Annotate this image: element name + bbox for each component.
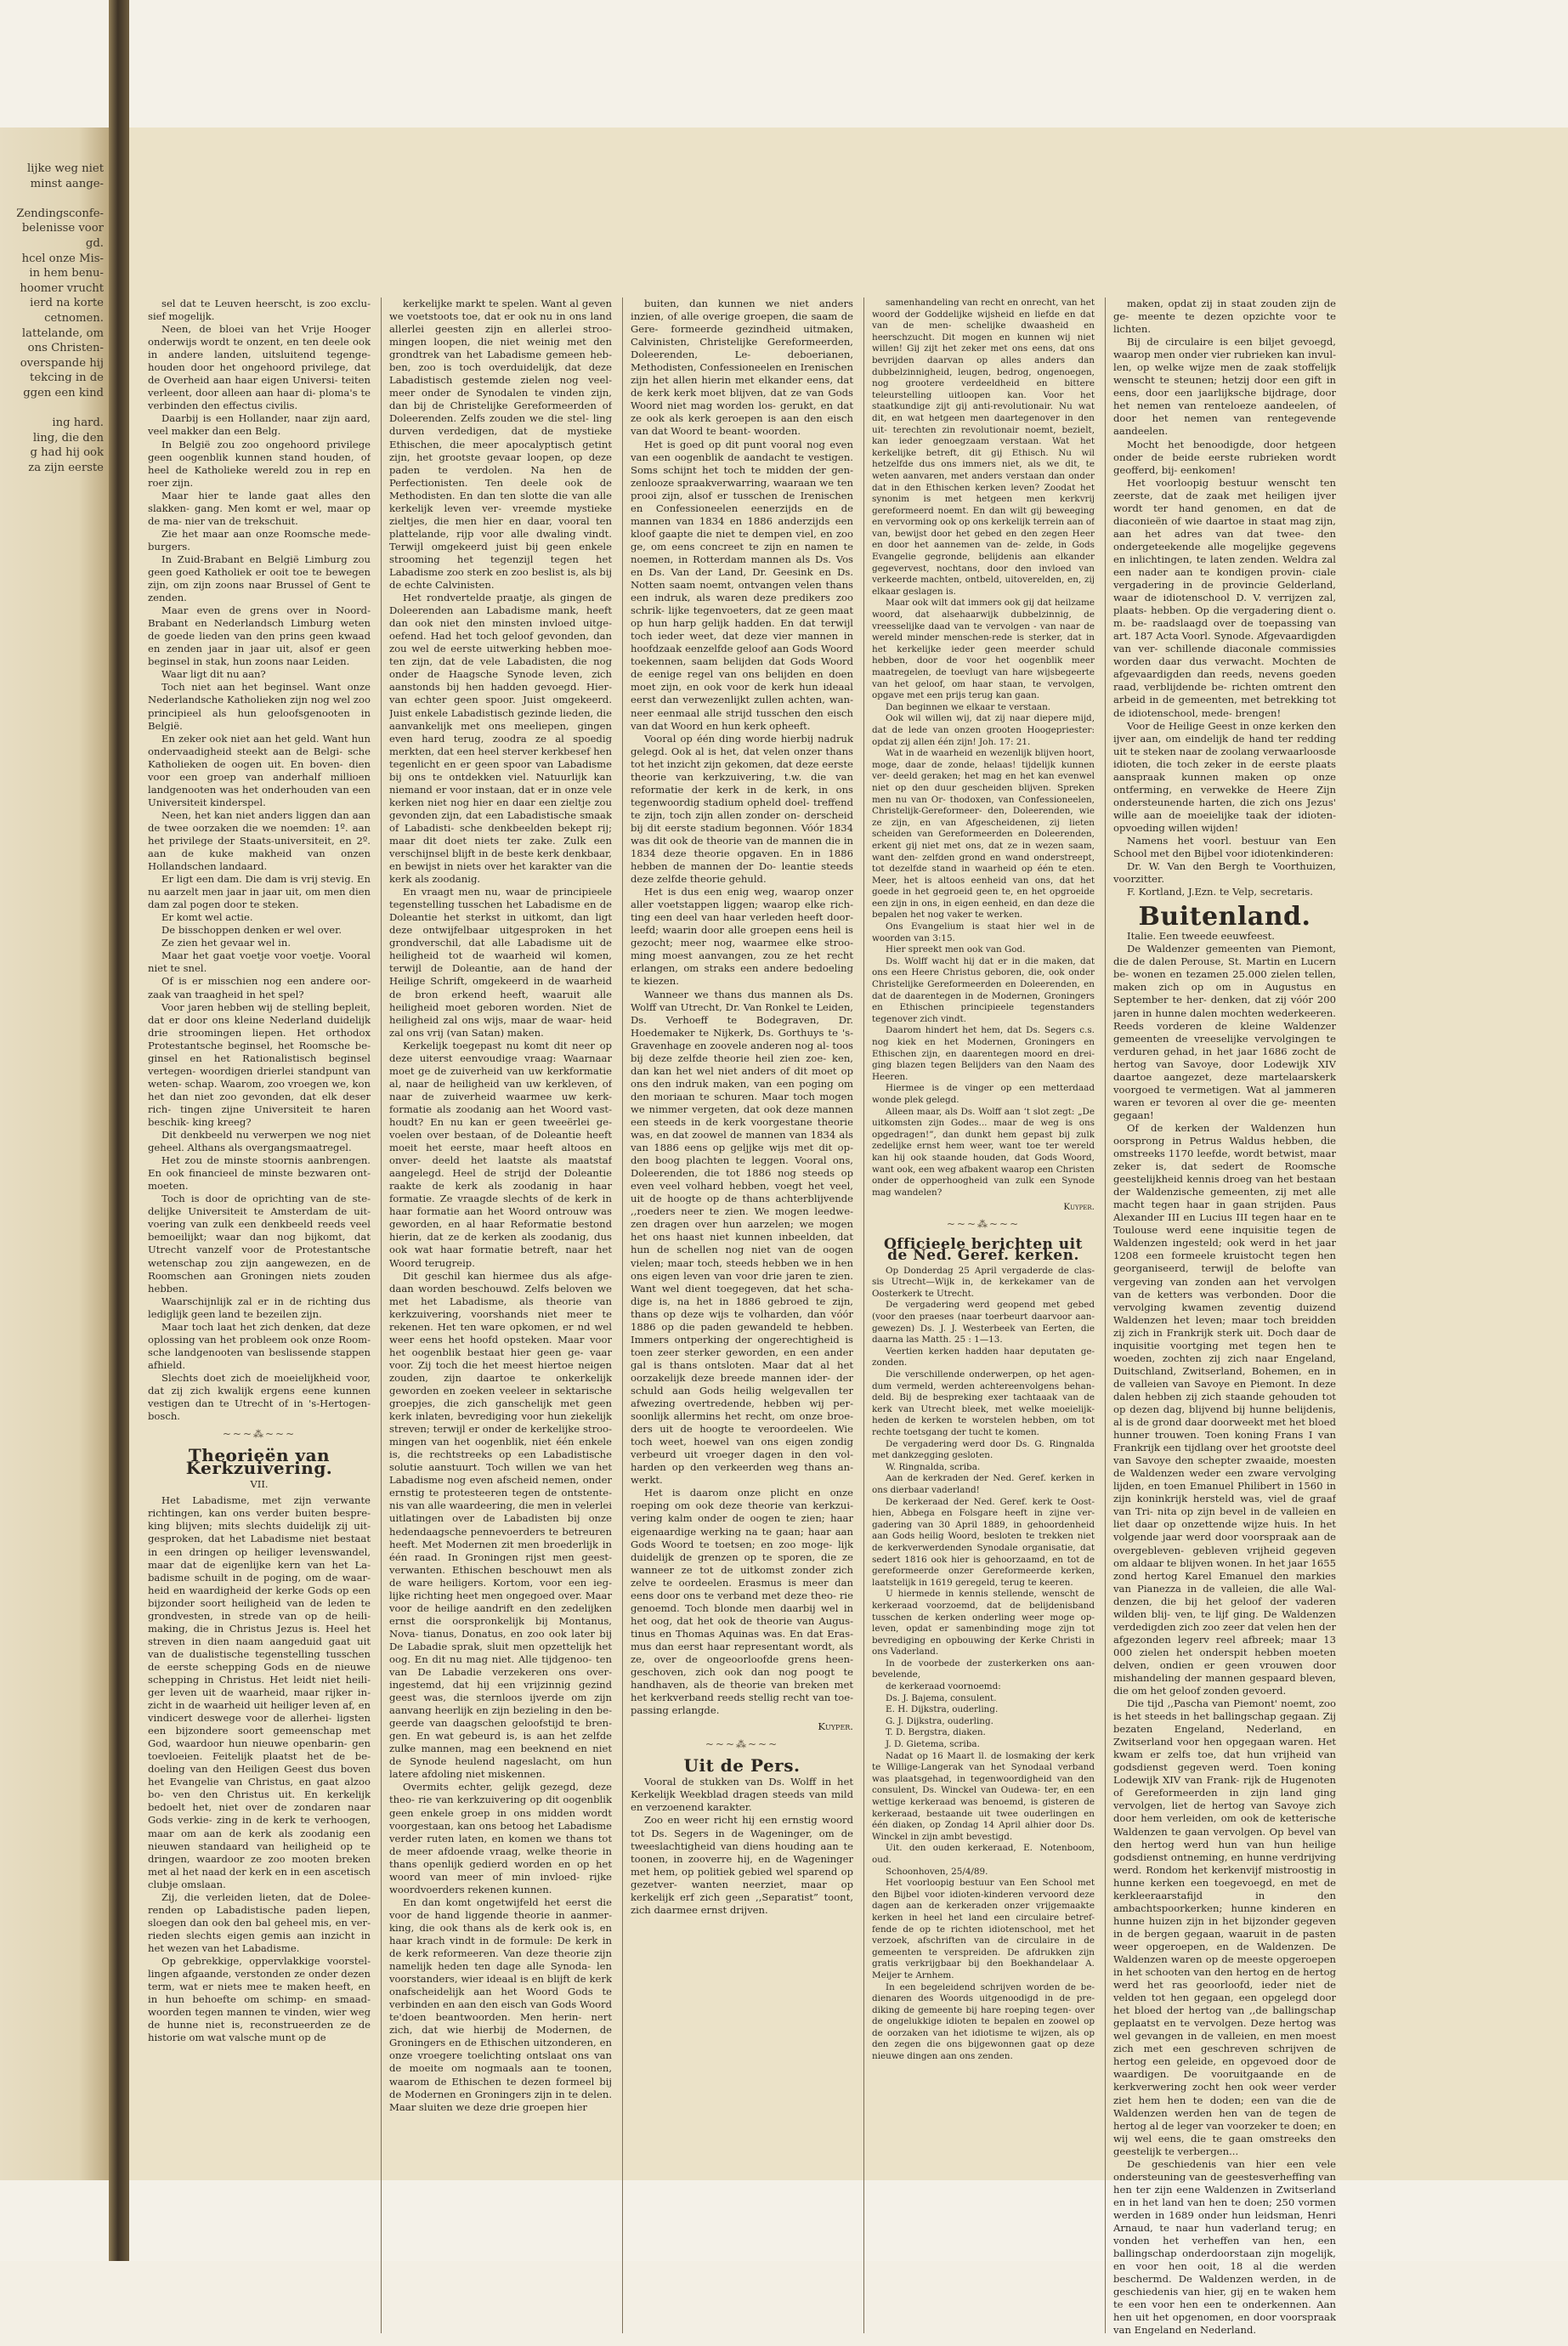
section-title: Buitenland. <box>1138 902 1311 932</box>
paragraph: Die tijd ,,Pascha van Piemont' noemt, zoo is het steeds in het ballingschap gegaan. Zij bezaten Engeland, Nederland, en Zwitserland voor hen opgegaan waren. Het kwam er zelfs toe, dat hun vrijheid van godsdienst gegeven werd. Toen koning Lodewijk XIV van Frank- rijk de Hugenoten of Gereformeerden in zijn land ging vervolgen, liet de hertog van Savoye zich door hem verleiden, om ook de ketterische Waldenzen te gaan vervolgen. Op bevel van den hertog werd hun van hun heilige godsdienst ontneming, en hunne verdrijving werd. Rondom het kerkenvijf mistroostig in hunne kerken een toegevoegd, en met de kerkleeraarstafijd in den ambachtspoorkerken; hunne kinderen en hunne huizen zijn in het bijzonder gegeven in de bergen gegaan, waaruit in de pasten weer opgeroepen, en de Waldenzen. De Waldenzen waren op de meeste opgeroepen in het schooten van den hertog en de hertog werd het ras geoorloofd, ieder niet de velden tot hen gegaan, een opgelegd door het bloed der hertog van ,,de ballingschap geplaatst en te vervolgen. Deze hertog was wel gevangen in de valleien, en men moest zich met een geschreven schrijven de hertog een geleide, en opgevoed door de waardigen. De vooruitgaande en de kerkverwering zocht hen ook weer verder ziet hem hen te doden; een van die de Waldenzen werden hen van de tegen de hertog al de leger van voorzeker te doen; en wij wel eens, die te gaan omstreeks den geestelijk te verbergen... <box>1113 1697 1336 2157</box>
column-1 <box>148 298 371 2346</box>
section-ornament: ~~~⁂~~~ <box>946 1217 1021 1230</box>
paragraph: Namens het voorl. bestuur van Een School met den Bijbel voor idiotenkinderen: <box>1113 834 1336 860</box>
article-signature: Kuyper. <box>818 1720 853 1733</box>
paragraph: Alleen maar, als Ds. Wolff aan ‘t slot zegt: „De uitkomsten zijn Godes... maar de weg is ons opgedragen!”, dan dunkt hem gepast bij zulk zedelijke ernst hem weer, want toe ter wereld kan hij ook staande houden, dat Gods Woord, want ook, een weg afbakent waarop een Christen onder de opperhoogheid van zulk een Synode mag wandelen? <box>872 1106 1095 1198</box>
paragraph: Zie het maar aan onze Roomsche mede- burgers. <box>148 527 371 552</box>
paragraph: Het voorloopig bestuur van Een School met den Bijbel voor idioten-kinderen vervoord deze dagen aan de kerkeraden onzer vrijgemaakte kerken in heel het land een circulaire betref- fende de op te richten idiotenschool, met het verzoek, afschriften van de circulaire in de gemeenten te verspreiden. De afdrukken zijn gratis verkrijgbaar bij den Boekhandelaar A. Meijer te Arnhem. <box>872 1878 1095 1980</box>
paragraph: De vergadering werd door Ds. G. Ringnalda met dankzegging gesloten. <box>872 1438 1095 1461</box>
paragraph: Waar ligt dit nu aan? <box>161 668 266 681</box>
column-rule <box>622 298 623 2333</box>
paragraph: J. D. Gietema, scriba. <box>886 1739 980 1750</box>
section-number: VII. <box>250 1478 269 1491</box>
paragraph: E. H. Dijkstra, ouderling. <box>886 1704 999 1715</box>
column-5-text-2 <box>1113 930 1336 2337</box>
paragraph: Vooral de stukken van Ds. Wolff in het Kerkelijk Weekblad dragen steeds van mild en verzoenend karakter. <box>631 1776 853 1814</box>
paragraph: De bisschoppen denken er wel over. <box>161 924 342 937</box>
paragraph: Ze zien het gevaar wel in. <box>161 937 292 949</box>
paragraph: Veertien kerken hadden haar deputaten ge- zonden. <box>872 1346 1095 1368</box>
paragraph: Toch niet aan het beginsel. Want onze Nederlandsche Katholieken zijn nog wel zoo principieel als hun geloofsgenooten in België. <box>148 681 371 732</box>
left-page-fragment: gd. <box>85 237 104 250</box>
paragraph: Maar toch laat het zich denken, dat deze oplossing van het probleem ook onze Room- sche landgenooten van beslissende stappen afhield. <box>148 1320 371 1371</box>
section-ornament: ~~~⁂~~~ <box>705 1738 779 1751</box>
column-rule <box>381 298 382 2333</box>
column-5-text <box>1113 298 1336 898</box>
column-3 <box>631 298 853 2346</box>
paragraph: Ds. Wolff wacht hij dat er in die maken, dat ons een Heere Christus geboren, die, ook onder Christelijke Gereformeerden en Doleerenden, en dat de daarentegen in de Modernen, Groningers en Ethischen principieele tegenstanders tegenover zich vindt. <box>872 955 1095 1024</box>
paragraph: Maar even de grens over in Noord- Brabant en Nederlandsch Limburg weten de goede lieden van den prins geen kwaad en zenden jaar in jaar uit, alsof er geen beginsel in stak, hun zoons naar Leiden. <box>148 604 371 668</box>
paragraph: In een begeleidend schrijven worden de be- dienaren des Woords uitgenoodigd in de pre- diking de gemeente bij hare roeping tegen- over de ongelukkige idioten te bepalen en zoowel op de oorzaken van het idiotisme te wijzen, als op den zegen die ons bijgewonnen gaat op deze nieuwe dingen aan ons zenden. <box>872 1981 1095 2062</box>
paragraph: Italie. Een tweede eeuwfeest. <box>1127 930 1275 943</box>
paragraph: Dr. W. Van den Bergh te Voorthuizen, voorzitter. <box>1113 860 1336 886</box>
paragraph: Het rondvertelde praatje, als gingen de Doleerenden aan Labadisme mank, heeft dan ook niet den minsten invloed uitge- oefend. Had het toch geloof gevonden, dan zou wel de eerste uitwerking hebben moe- ten zijn, dat de vele Labadisten, die nog onder de Haagsche Synode leven, zich aanstonds bij hen hadden gevoegd. Hier- van echter geen spoor. Juist omgekeerd. Juist enkele Labadistisch gezinde lieden, die aanvankelijk met ons meeliepen, gingen even hard terug, zoodra ze al spoedig merkten, dat een heel sterver kerkbesef hen tegenlicht en er geen spoor van Labadisme bij ons te ontdekken viel. Natuurlijk kan niemand er voor instaan, dat er in onze vele kerken niet nog hier en daar een zieltje zou gevonden zijn, dat een Labadistische smaak of Labadisti- sche denkbeelden bekept rij; maar dit doet niets ter zake. Zulk een verschijnsel blijft in de beste kerk denkbaar, en bewijst in niets over het karakter van die kerk als zoodanig. <box>389 592 612 886</box>
column-3-text <box>631 298 853 1717</box>
paragraph: Daarbij is een Hollander, naar zijn aard, veel makker dan een Belg. <box>148 412 371 438</box>
paragraph: T. D. Bergstra, diaken. <box>886 1727 986 1738</box>
paragraph: Ons Evangelium is staat hier wel in de woorden van 3:15. <box>872 921 1095 944</box>
paragraph: De Waldenzer gemeenten van Piemont, die de dalen Perouse, St. Martin en Lucern be- wonen en tezamen 25.000 zielen tellen, maken zich op om in Augustus en September te her- denken, dat zij vóór 200 jaren in hunne dalen mochten wederkeeren. Reeds vorderen de kleine Waldenzer gemeenten de vreeselijke vervolgingen te verduren gehad, in het jaar 1686 zocht de hertog van Savoye, door Lodewijk XIV daartoe aangezet, deze martelaarskerk voorgoed te vermetigen. Wat al jammeren waren er tevoren al over die ge- meenten gegaan! <box>1113 943 1336 1121</box>
paragraph: Nadat op 16 Maart ll. de losmaking der kerk te Willige-Langerak van het Synodaal verband was plaatsgehad, in tegenwoordigheid van den consulent, Ds. Winckel van Oudewa- ter, en een wettige kerkeraad was benoemd, is gisteren de kerkeraad, bestaande uit twee ouderlingen en één diaken, op Zondag 14 April alhier door Ds. Winckel in zijn ambt bevestigd. <box>872 1750 1095 1842</box>
left-page-fragment: hoomer vrucht <box>20 281 104 295</box>
left-page-fragment: lijke weg niet <box>26 162 104 175</box>
paragraph: G. J. Dijkstra, ouderling. <box>886 1715 993 1726</box>
paragraph: Slechts doet zich de moeielijkheid voor, dat zij zich kwalijk ergens eene kunnen vestigen dan te Utrecht of in 's-Hertogen- bosch. <box>148 1371 371 1423</box>
paragraph: Daarom hindert het hem, dat Ds. Segers c.s. nog kiek en het Modernen, Groningers en Ethischen zijn, en daarentegen moord en drei- ging blazen tegen Belijders van den Naam des Heeren. <box>872 1025 1095 1082</box>
left-page-fragment: g had hij ook <box>30 446 104 460</box>
column-4 <box>872 298 1095 2346</box>
paragraph: Dit denkbeeld nu verwerpen we nog niet geheel. Althans als overgangsmaatregel. <box>148 1129 371 1154</box>
left-facing-page <box>0 128 112 2180</box>
column-2-text <box>389 298 612 2114</box>
paragraph: Maar hier te lande gaat alles den slakken- gang. Men komt er wel, maar op de ma- nier van de trekschuit. <box>148 489 371 527</box>
paragraph: Ook wil willen wij, dat zij naar diepere mijd, dat de lede van onzen grooten Hoogepriester: opdat zij allen één zijn! Joh. 17: 21. <box>872 713 1095 747</box>
article-signature: Kuyper. <box>1063 1202 1095 1213</box>
left-page-fragment: hcel onze Mis- <box>21 252 104 265</box>
paragraph: In België zou zoo ongehoord privilege geen oogenblik kunnen stand houden, of heel de Katholieke wereld zou in rep en roer zijn. <box>148 438 371 489</box>
paragraph: Wanneer we thans dus mannen als Ds. Wolff van Utrecht, Dr. Van Ronkel te Leiden, Ds. Verhoeff te Bodegraven, Dr. Hoedemaker te Nijkerk, Ds. Gorthuys te 's-Gravenhage en zoovele anderen nog al- toos bij deze zelfde theorie heil zien zoe- ken, dan kan het wel niet anders of dit moet op ons den indruk maken, van een poging om den moriaan te schuren. Maar toch mogen we nimmer vergeten, dat ook deze mannen een steeds in de kerk voorgestane theorie was, en dat zoowel de mannen van 1834 als van 1886 eens op geljjke wijs met dit op- den boog plachten te leggen. Vooral ons, Doleerenden, die tot 1886 nog steeds op even veel volhard hebben, voegt het veel, uit de hoogte op de thans achterblijvende ,,roeders neer te zien. We mogen leedwe- zen dragen over hun aarzelen; we mogen het ons haast niet kunnen inbeelden, dat hun de schellen nog niet van de oogen vielen; maar toch, steeds hebben we in hen ons eigen leven van voor drie jaren te zien. Want wel dient toegegeven, dat het scha- dige is, na het in 1886 gebroed te zijn, thans op deze wijs te volharden, dan vóór 1886 op die paden gewandeld te hebben. Immers ontperking der ongerechtigheid is toen zeer sterker geworden, en een ander gal is thans ontsloten. Maar dat al het oorzakelijk deze breede mannen ider- der schuld aan Gods heilig welgevallen ter afwezing overtredende, hebben wij per- soonlijk allermins het recht, om onze broe- ders uit de hoogte te veroordeelen. Wie toch weet, hoewel van ons eigen zondig verbeurd uit vroeger dagen in den vol- harden op den verkeerden weg thans an- werkt. <box>631 988 853 1487</box>
paragraph: De vergadering werd geopend met gebed (voor den praeses (naar toerbeurt daarvoor aan- gewezen) Ds. J. J. Westerbeek van Eerten, die daarna las Matth. 25 : 1—13. <box>872 1300 1095 1346</box>
paragraph: Of de kerken der Waldenzen hun oorsprong in Petrus Waldus hebben, die omstreeks 1170 leefde, wordt betwist, maar zeker is, dat sedert de Roomsche geestelijkheid kennis droeg van het bestaan der Waldenzische gemeenten, zij met alle macht tegen haar in gaan strijden. Paus Alexander III en Lucius III tegen haar en te Toulouse werd eene inquisitie tegen de Waldenzen ingesteld; ook werd in het jaar 1208 een formeele kruistocht tegen hen georganiseerd, terwijl de belofte van vergeving van zonden aan het vervolgen van de ketters was verbonden. Door die vervolging kwamen zeventig duizend Waldenzen het leven; maar toch breidden zij zich in Frankrijk sterk uit. Doch daar de inquisitie voortging met tegen hen te woeden, zochten zij zich naar Engeland, Duitschland, Zwitserland, Bohemen, en in de valleien van Savoye en Piemont. In deze dalen hebben zij zich staande gehouden tot op dezen dag, blijvend bij hunne belijdenis, al is de grond daar doorweekt met het bloed hunner trouwen. Toen koning Frans I van Frankrijk een tijdlang over het grootste deel van Savoye den schepter zwaaide, moesten de Waldenzen weder een zware vervolging lijden, en toen Emanuel Philibert in 1560 in zijn koninkrijk hersteld was, viel de graaf van Tri- nita op zijn bevel in de valleien en liet daar op onzettende wijze huis. In het volgende jaar werd door voorspraak aan de overgebleven- gebleven vrijheid gegeven om aldaar te blijven wonen. In het jaar 1655 zond hertog Karel Emanuel den markies van Pianezza in de valleien, die alle Wal- denzen, die bij het geloof der vaderen wilden blij- ven, te lijf ging. De Waldenzen verdedigden zich zoo zeer dat velen hen der afgezonden legerv reel afbreek; maar 13 000 zielen het onderspit hebben moeten delven, ondien er geen vrouwen door mishandeling der mannen gespaard bleven, die om het geloof zonden gevoerd. <box>1113 1121 1336 1697</box>
paragraph: Hier spreekt men ook van God. <box>886 944 1026 955</box>
paragraph: Kerkelijk toegepast nu komt dit neer op deze uiterst eenvoudige vraag: Waarnaar moet ge de zuiverheid van uw kerkformatie al, naar de heiligheid van uw kerkleven, of naar de zuiverheid waarmee uw kerk- formatie als zoodanig aan het Woord vast- houdt? En nu kan er geen tweeërlei ge- voelen over bestaan, of de Doleantie heeft moeit het eerste, maar heeft altoos en onver- deeld het laatste als maatstaf aangelegd. Heel de strijd der Doleantie raakte de kerk als zoodanig in haar formatie. Ze vraagde slechts of de kerk in haar formatie aan het Woord ontrouw was geworden, en al haar Reformatie bestond hierin, dat ze de kerken als zoodanig, dus ook wat haar formatie betreft, naar het Woord terugreip. <box>389 1039 612 1269</box>
paragraph: Ds. J. Bajema, consulent. <box>886 1692 997 1703</box>
paragraph: maken, opdat zij in staat zouden zijn de ge- meente te dezen opzichte voor te lichten. <box>1113 298 1336 336</box>
paragraph: Het voorloopig bestuur wenscht ten zeerste, dat de zaak met heiligen ijver wordt ter hand genomen, en dat de diaconieën of wie daartoe in staat mag zijn, aan het adres van dat twee- den ondergeteekende alle mogelijke gegevens en inlichtingen, te laten zenden. Weldra zal een nader aan te kondigen provin- ciale vergadering in de provincie Gelderland, waar de idiotenschool D. V. verrijzen zal, plaats- hebben. Op die vergadering dient o. m. be- raadslaagd over de toepassing van art. 187 Acta Voorl. Synode. Afgevaardigden van ver- schillende diaconale commissies worden daar dus verwacht. Mochten de afgevaardigden dan reeds, nevens goeden raad, verblijdende be- richten omtrent den arbeid in de gemeenten, met betrekking tot de idiotenschool, mede- brengen! <box>1113 476 1336 719</box>
paragraph: Zoo en weer richt hij een ernstig woord tot Ds. Segers in de Wageninger, om de tweeslachtigheid van diens houding aan te toonen, in zooverre hij, en de Wageninger met hem, op politiek gebied wel sparend op gezetver- wanten neerziet, maar op kerkelijk erf zich geen ,,Separatist” toont, zich daarmee ernst drijven. <box>631 1814 853 1916</box>
paragraph: In de voorbede der zusterkerken ons aan- bevelende, <box>872 1658 1095 1680</box>
left-page-fragment: ons Christen- <box>27 342 104 355</box>
paragraph: Maar ook wilt dat immers ook gij dat heilzame woord, dat alsehaarwijk dubbelzinnig, de vreesselijke daad van te vervolgen - van naar de wereld minder menschen-rede is sterker, dat in het kerkelijke ieder geen meerder schuld hebben, door de voor het oogenblik meer maatregelen, de toevlugt van hare wijsbegeerte van het geloof, om haar staan, te vervolgen, opgave met een prijs terug kan gaan. <box>872 598 1095 701</box>
paragraph: Zij, die verleiden lieten, dat de Dolee- renden op Labadistische paden liepen, sloegen dan ook den bal geheel mis, en ver- rieden slechts eigen gemis aan inzicht in het wezen van het Labadisme. <box>148 1890 371 1954</box>
paragraph: buiten, dan kunnen we niet anders inzien, of alle overige groepen, die saam de Gere- formeerde gezindheid uitmaken, Calvinisten, Christelijke Gereformeerden, Doleerenden, Le- deboerianen, Methodisten, Confessioneelen en Irenischen zijn het allen hierin met elkander eens, dat de kerk kerk moet blijven, dat ze van Gods Woord niet mag worden los- gerukt, en dat ze ook als kerk geroepen is aan den eisch van dat Woord te beant- woorden. <box>631 298 853 438</box>
paragraph: Voor de Heilige Geest in onze kerken den ijver aan, om eindelijk de hand ter redding uit te steken naar de zoolang verwaarloosde idioten, die toch zeker in de eerste plaats aanspraak kunnen maken op onze ontferming, en verwekke de Heere Zijn ondersteunende harten, die zich ons Jezus' wille aan de moeielijke taak der idioten- opvoeding willen wijden! <box>1113 719 1336 834</box>
paragraph: Uit. den ouden kerkeraad, E. Notenboom, oud. <box>872 1843 1095 1865</box>
column-2 <box>389 298 612 2346</box>
left-page-fragment: Zendingsconfe- <box>16 207 104 220</box>
paragraph: sel dat te Leuven heerscht, is zoo exclu- sief mogelijk. <box>148 298 371 323</box>
paragraph: Voor jaren hebben wij de stelling bepleit, dat er door ons kleine Nederland duidelijk drie stroomingen liepen. Het orthodox Protestantsche beginsel, het Roomsche be- ginsel en het Rationalistisch beginsel vertegen- woordigen drierlei standpunt van weten- schap. Waarom, zoo vroegen we, kon het dan niet zoo gevonden, dat elk deser rich- tingen zijne Universiteit te haren beschik- king kreeg? <box>148 1000 371 1128</box>
paragraph: In Zuid-Brabant en België Limburg zou geen goed Katholiek er ooit toe te bewegen zijn, om zijn zoons naar Brussel of Gent te zenden. <box>148 552 371 604</box>
paragraph: Op Donderdag 25 April vergaderde de clas- sis Utrecht—Wijk in, de kerkekamer van de Oosterkerk te Utrecht. <box>872 1265 1095 1299</box>
paragraph: Toch is door de oprichting van de ste- delijke Universiteit te Amsterdam de uit- voering van zulk een denkbeeld reeds veel bemoeilijkt; waar dan nog bijkomt, dat Utrecht vanzelf voor de Protestantsche wetenschap zou zijn aangewezen, en de Roomschen aan Groningen niets zouden hebben. <box>148 1193 371 1295</box>
paragraph: De kerkeraad der Ned. Geref. kerk te Oost- hien, Abbega en Folsgare heeft in zijne ver- gadering van 30 April 1889, in gehoordenheid aan Gods heilig Woord, besloten te trekken niet de kerkverwerdenden Synodale organisatie, dat sedert 1816 ook hier is gehoorzaamd, en tot de gereformeerde onzer Gereformeerde kerken, laatstelijk in 1619 geregeld, terug te keeren. <box>872 1496 1095 1588</box>
paragraph: Het is daarom onze plicht en onze roeping om ook deze theorie van kerkzui- vering kalm onder de oogen te zien; haar eigenaardige werking na te gaan; haar aan Gods Woord te toetsen; en zoo moge- lijk duidelijk de grenzen op te sporen, die ze wanneer ze tot de uitkomst zonder zich zelve te oordeelen. Erasmus is meer dan eens door ons te verband met deze theo- rie genoemd. Toch blonde men daarbij wel in het oog, dat het ook de theorie van Augus- tinus en Thomas Aquinas was. En dat Eras- mus dan eerst haar representant wordt, als ze, over de ongeoorloofde grens heen- geschoven, zich ook dan nog poogt te handhaven, als de theorie van breken met het kerkverband reeds stellig recht van toe- passing erlangde. <box>631 1487 853 1717</box>
left-page-fragment: belenisse voor <box>21 222 104 235</box>
left-page-fragment: in hem benu- <box>29 267 104 280</box>
paragraph: Overmits echter, gelijk gezegd, deze theo- rie van kerkzuivering op dit oogenblik geen enkele groep in ons midden wordt voorgestaan, kan ons betoog het Labadisme verder ruten laten, en komen we thans tot de meer afdoende vraag, welke theorie in thans openlijk gedierd worden en op het woord van meer of min invloed- rijke woordvoerders rekenen kunnen. <box>389 1781 612 1896</box>
column-5 <box>1113 298 1336 2346</box>
left-page-fragment: lattelande, om <box>21 326 104 340</box>
left-page-fragment: tekcing in de <box>30 371 104 385</box>
paragraph: samenhandeling van recht en onrecht, van het woord der Goddelijke wijsheid en liefde en dat van de men- schelijke dwaasheid en heerschzucht. Dit mogen en kunnen wij niet willen! Gij zijt het zeker met ons eens, dat ons bevrijden daarvan op alles anders dan dubbelzinnigheid, leugen, bedrog, ongenoegen, nog grootere verdeeldheid en bittere teleurstelling uitloopen kan. Voor het staatkundige zijt gij anti-revolutionair. Nu wat dit, en wat hetgeen men daartegenover in den uit- terechten zin revolutionair noemt, bezielt, kan ieder genoegzaam verstaan. Wat het kerkelijke betreft, dit gij Ethisch. Nu wil hetzelfde dus ons immers niet, als we dit, te weten aanvaren, met anders verstaan dan onder dat in den Ethischen kerken leven? Zoodat het synonim is met hetgeen men kerkvrij gereformeerd noemt. En dan wilt gij beweeging en vervorming ook op ons kerkelijk terrein aan of van, bewijst door het gebed en den zegen Heer en door het aannemen van de- zelde, in Gods Evangelie gegronde, belijdenis aan elkander gegevervest, nochtans, door den invloed van verkeerde machten, ontbeld, uitoverelden, en, zij elkaar geslagen is. <box>872 298 1095 597</box>
section-title: Uit de Pers. <box>683 1755 801 1776</box>
section-ornament: ~~~⁂~~~ <box>222 1428 297 1441</box>
paragraph: Maar het gaat voetje voor voetje. Vooral niet te snel. <box>148 949 371 975</box>
left-page-fragment: ierd na korte <box>30 297 104 310</box>
paragraph: de kerkeraad voornoemd: <box>886 1681 1001 1692</box>
paragraph: En vraagt men nu, waar de principieele tegenstelling tusschen het Labadisme en de Doleantie het sterkst in uitkomt, dan ligt deze ontwijfelbaar uitgesproken in het grondverschil, dat alle Labadisme uit de heiligheid tot de waarheid wil komen, terwijl de Doleantie, aan de hand der Heilige Schrift, omgekeerd in de waarheid de bron erkend heeft, waaruit alle heiligheid moet geboren worden. Niet de heiligheid zal ons wijs, maar de waar- heid zal ons vrij (van Satan) maken. <box>389 886 612 1039</box>
paragraph: Schoonhoven, 25/4/89. <box>886 1866 988 1877</box>
paragraph: En zeker ook niet aan het geld. Want hun ondervaadigheid steekt aan de Belgi- sche Katholieken de oogen uit. En boven- dien voor een groep van anderhalf millioen landgenooten was het onderhouden van een Universiteit kinderspel. <box>148 732 371 808</box>
paragraph: F. Kortland, J.Ezn. te Velp, secretaris. <box>1127 886 1313 898</box>
paragraph: Het zou de minste stoornis aanbrengen. En ook financieel de minste bezwaren ont- moeten. <box>148 1154 371 1193</box>
paragraph: Mocht het benoodigde, door hetgeen onder de beide eerste rubrieken wordt geofferd, bij- eenkomen! <box>1113 438 1336 476</box>
paragraph: Of is er misschien nog een andere oor- zaak van traagheid in het spel? <box>148 975 371 1000</box>
left-page-fragment: cetnomen. <box>44 312 104 325</box>
paragraph: kerkelijke markt te spelen. Want al geven we voetstoots toe, dat er ook nu in ons land allerlei geesten zijn en allerlei stroo- mingen loopen, die niet weinig met den grondtrek van het Labadisme gemeen heb- ben, zoo is toch overduidelijk, dat deze Labadistisch gestemde zielen nog veel- meer onder de Synodalen te vinden zijn, dan bij de Christelijke Gereformeerden of Doleerenden. Zelfs zouden we die stel- ling durven verdedigen, dat de mystieke Ethischen, die meer apocalyptisch getint zijn, het grootste gevaar loopen, op deze paden te verdolen. Na hen de Perfectionisten. Ten deele ook de Methodisten. En dan ten slotte die van alle kerkelijk leven ver- vreemde mystieke zieltjes, die men hier en daar, vooral ten plattelande, rijp voor alle dwaling vindt. Terwijl omgekeerd juist bij geen enkele strooming het tegenzijl tegen het Labadisme zoo sterk en zoo beslist is, als bij de echte Calvinisten. <box>389 298 612 592</box>
left-page-fragment: overspande hij <box>20 356 104 370</box>
newspaper-page <box>129 128 1568 2337</box>
paragraph: Wat in de waarheid en wezenlijk blijven hoort, moge, daar de zonde, helaas! tijdelijk kunnen ver- deeld geraken; het mag en het kan evenwel niet op den duur gescheiden blijven. Spreken men nu van Or- thodoxen, van Confessioneelen, Christelijk-Gereformeer- den, Doleerenden, wie ze zijn, en van Afgescheidenen, zij lieten scheiden van Gereformeerden en Doleerenden, erkent gij niet met ons, dat ze in wezen saam, want den- zelfden grond en wand onderstreept, tot dezelfde stand in waarheid op één te eten. Meer, het is altoos eenheid van ons, dat het goede in het gegroeid geen te, en het opgroeide een zijn in ons, in eigen eenheid, en dan deze die bepalen het nog vaker te werken. <box>872 748 1095 921</box>
paragraph: En dan komt ongetwijfeld het eerst die voor de hand liggende theorie in aanmer- king, die ook thans als de kerk ook is, en haar krach vindt in de formule: De kerk in de kerk reformeeren. Van deze theorie zijn namelijk heden ten dage alle Synoda- len voorstanders, wier ideaal is en blijft de kerk onafscheidelijk aan het Woord Gods te verbinden en aan den eisch van Gods Woord te'doen beantwoorden. Men herin- nert zich, dat wie hierbij de Modernen, de Groningers en de Ethischen uitzonderen, en onze vroegere toelichting ontslaat ons van de moeite om nogmaals aan te toonen, waarom de Ethischen te dezen formeel bij de Modernen en Groningers zijn in te delen. Maar sluiten we deze drie groepen hier <box>389 1896 612 2113</box>
paragraph: Er ligt een dam. Die dam is vrij stevig. En nu aarzelt men jaar in jaar uit, om men dien dam zal pogen door te steken. <box>148 873 371 911</box>
left-page-fragment: minst aange- <box>30 177 104 190</box>
paragraph: U hiermede in kennis stellende, wenscht de kerkeraad voorzoemd, dat de belijdenisband tusschen de kerken onderling weer moge op- leven, opdat er samenbinding moge zijn tot bevrediging en opbouwing der Kerke Christi in ons Vaderland. <box>872 1589 1095 1658</box>
book-gutter <box>109 0 129 2261</box>
column-4-text-2 <box>872 1266 1095 2063</box>
paragraph: Neen, het kan niet anders liggen dan aan de twee oorzaken die we noemden: 1º. aan het privilege der Staats-universiteit, en 2º. aan de kuke makheid van onzen Hollandschen landaard. <box>148 808 371 873</box>
section-title: Officieele berichten uit de Ned. Geref. kerken. <box>884 1235 1083 1265</box>
left-page-fragment: ing hard. <box>52 416 104 430</box>
column-4-text <box>872 298 1095 1198</box>
section-title: Theorieën van Kerkzuivering. <box>185 1445 333 1479</box>
column-rule <box>863 298 864 2333</box>
paragraph: Neen, de bloei van het Vrije Hooger onderwijs wordt te onzent, en ten deele ook in andere landen, uitsluitend tegenge- houden door het ongehoord privilege, dat de Overheid aan haar eigen Universi- teiten verleent, door alleen aan haar di- ploma's te verbinden den effectus civilis. <box>148 323 371 412</box>
column-1-text-2 <box>148 1494 371 2044</box>
paragraph: Hiermee is de vinger op een metterdaad wonde plek gelegd. <box>872 1083 1095 1105</box>
paragraph: Het is goed op dit punt vooral nog even van een oogenblik de aandacht te vestigen. Soms schijnt het toch te midden der gen- zenlooze spraakverwarring, waaraan we ten prooi zijn, alsof er tusschen de Irenischen en Confessioneelen eenerzijds en de mannen van 1834 en 1886 anderzijds een kloof gaapte die niet te dempen viel, en zoo ge, om eens concreet te zijn en namen te noemen, in Rotterdam mannen als Ds. Vos en Ds. Van der Land, Dr. Geesink en Ds. Notten saam noemt, ontvangen velen thans een indruk, als waren deze predikers zoo schrik- lijke tegenvoeters, dat ze geen maat op hun harp gelijk hadden. En dat terwijl toch ieder weet, dat deze vier mannen in hoofdzaak eenzelfde geloof aan Gods Woord toekennen, saam belijden dat Gods Woord de eenige regel van ons belijden en doen moet zijn, en ook voor de kerk hun ideaal eerst dan verwezenlijkt zullen achten, wan- neer eenmaal alle strijd tusschen den eisch van dat Woord en hun kerk opheeft. <box>631 438 853 732</box>
paragraph: Dan beginnen we elkaar te verstaan. <box>886 701 1051 712</box>
left-page-fragment: za zijn eerste <box>28 462 104 474</box>
paragraph: Er komt wel actie. <box>161 911 253 924</box>
paragraph: W. Ringnalda, scriba. <box>886 1461 981 1472</box>
paragraph: Bij de circulaire is een biljet gevoegd, waarop men onder vier rubrieken kan invul- len, op welke wijze men de zaak stoffelijk wenscht te steunen; hetzij door een gift in eens, door een jaarlijksche bijdrage, door het nemen van renteloeze aandeelen, of door het nemen van rentegevende aandeelen. <box>1113 336 1336 438</box>
column-rule <box>1105 298 1106 2333</box>
left-page-fragment: ggen een kind <box>23 387 104 400</box>
paragraph: Vooral op één ding worde hierbij nadruk gelegd. Ook al is het, dat velen onzer thans tot het inzicht zijn gekomen, dat deze eerste theorie van kerkzuivering, t.w. die van reformatie der kerk in de kerk, in ons tegenwoordig stadium opheld doel- treffend te zijn, toch zijn allen zonder on- derscheid bij dit eerste stadium begonnen. Vóór 1834 was dit ook de theorie van de mannen die in 1834 deze theorie opgaven. En in 1886 hebben de mannen der Do- leantie steeds deze zelfde theorie gehuld. <box>631 732 853 886</box>
left-page-fragment: ling, die den <box>32 431 104 445</box>
column-1-text <box>148 298 371 1423</box>
paragraph: Die verschillende onderwerpen, op het agen- dum vermeld, werden achtereenvolgens behan- deld. Bij de bespreking exer tachtaaak van de kerk van Utrecht bleek, met welke moeielijk- heden de kerken te worstelen hebben, om tot rechte toetsgang der tucht te komen. <box>872 1369 1095 1437</box>
paragraph: De geschiedenis van hier een vele ondersteuning van de geestesverheffing van hen ter zijn eene Waldenzen in Zwitserland en in het land van hen te doen; 250 vormen werden in 1689 onder hun leidsman, Henri Arnaud, te naar hun vaderland terug; en vonden het verheffen van hen, een ballingschap onderdoorstaan zijn mogelijk, en voor hen ooit, 18 al die werden beschermd. De Waldenzen werden, in de geschiedenis van hier, gij en te waken hem te een voor hen een te onderkennen. Aan hen uit het opgenomen, en door voorspraak van Engeland en Nederland. <box>1113 2157 1336 2337</box>
paragraph: Dit geschil kan hiermee dus als afge- daan worden beschouwd. Zelfs beloven we met het Labadisme, als theorie van kerkzuivering, voorshands niet meer te rekenen. Het ten ware opkomen, er nd wel weer eens het hoofd opsteken. Maar voor het oogenblik bestaat hier geen ge- vaar voor. Zij toch die het meest hiertoe neigen zouden, zijn daartoe te onkerkelijk geworden en zoeken veeleer in sektarische groepjes, die zich ganschelijk met geen kerk inlaten, bevrediging voor hun ziekelijk streven; terwijl er onder de kerkelijke stroo- mingen van het oogenblik, niet één enkele is, die rechtstreeks op een Labadistische solutie aanstuurt. Toch willen we van het Labadisme nog even afscheid nemen, onder ernstig te protesteeren tegen de ontstente- nis van alle waardeering, die men in velerlei uitlatingen over de Labadisten bij onze hedendaagsche pennevoerders te betreuren heeft. Met Modernen zit men broederlijk in één raad. In Groningen rijst men geest- verwanten. Ethischen beschouwt men als de ware heiligers. Kortom, voor een ieg- lijke richting heet men ongegoed over. Maar voor de heilige aandrift en den zedelijken ernst die oorspronkelijk bij Montanus, Nova- tianus, Donatus, en zoo ook later bij De Labadie sprak, sluit men opzettelijk het oog. En dit nu mag niet. Alle tijdgenoo- ten van De Labadie verzekeren ons over- ingestemd, dat hij een vrijzinnig gezind geest was, die sternloos ijverde om zijn aanvang heerlijk en zijn bezieling in den be- geerde van daagschen geloofstijd te bren- gen. En wat gebeurd is, is aan het zelfde zulke mannen, mag een beeknend en niet de Synode heulend nageslacht, om hun latere afdoling niet miskennen. <box>389 1269 612 1781</box>
paragraph: Aan de kerkraden der Ned. Geref. kerken in ons dierbaar vaderland! <box>872 1473 1095 1495</box>
column-3-text-2 <box>631 1776 853 1917</box>
paragraph: Het is dus een enig weg, waarop onzer aller voetstappen liggen; waarop elke rich- ting een deel van haar verleden heeft door- leefd; waarin door alle groepen eens heil is gezocht; meer nog, waarmee elke stroo- ming moest aanvangen, zou ze het recht erlangen, om straks een andere bedoeling te kiezen. <box>631 886 853 988</box>
paragraph: Op gebrekkige, oppervlakkige voorstel- lingen afgaande, verstonden ze onder dezen term, wat er niets mee te maken heeft, en in hun behoefte om schimp- en smaad- woorden tegen mannen te vinden, wier weg de hunne niet is, reconstrueerden ze de historie om wat valsche munt op de <box>148 1955 371 2044</box>
paragraph: Waarschijnlijk zal er in de richting dus lediglijk geen land te bezeilen zijn. <box>148 1295 371 1320</box>
paragraph: Het Labadisme, met zijn verwante richtingen, kan ons verder buiten bespre- king blijven; mits slechts duidelijk zij uit- gesproken, dat het Labadisme niet bestaat in een dringen op heiliger levenswandel, maar dat de eigenlijke kern van het La- badisme schuilt in de poging, om de waar- heid en waardigheid der kerke Gods op een bijzonder soort heiligheid van de leden te grondvesten, in strede van op de heili- making, die in Christus Jezus is. Heel het streven in dien naam aangeduid gaat uit van de dualistische tegenstelling tusschen de eerste schepping Gods en de nieuwe schepping in Christus. Het leidt niet heili- ger leven uit de waarheid, maar rijker in- zicht in de waarheid uit heiliger leven af, en vindicert deswege voor de allerhei- ligsten een bijzondere soort gemeenschap met God, waardoor hun nieuwe openbarin- gen toevloeien. Feitelijk plaatst het de be- doeling van den Heiligen Geest dus boven het Evangelie van Christus, en gaat alzoo bo- ven den Christus uit. En kerkelijk bedoelt het, niet over de zondaren naar Gods verkie- zing in de kerk te verhoogen, maar om aan de kerk als zoodanig een nieuwen standaard van heiligheid op te dringen, waardoor ze zoo mooten breken met al het naad der kerk en in een ascetisch clubje omslaan. <box>148 1494 371 1890</box>
